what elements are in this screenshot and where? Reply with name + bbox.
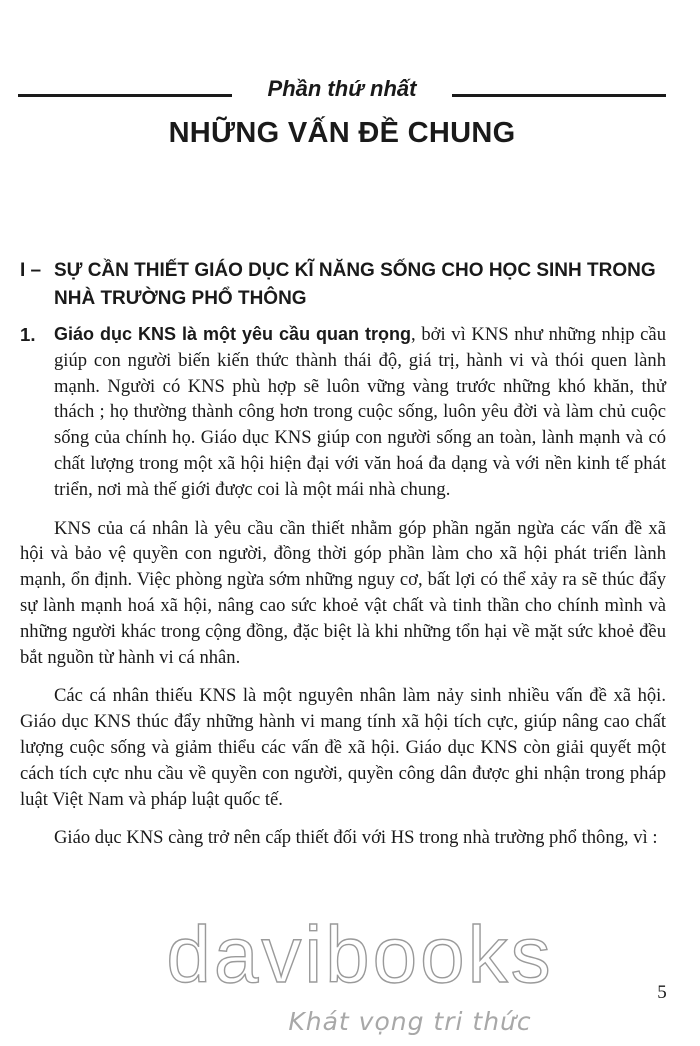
paragraph-4: Giáo dục KNS càng trở nên cấp thiết đối với HS trong nhà trường phổ thông, vì :: [54, 827, 658, 849]
section-heading-text: SỰ CẦN THIẾT GIÁO DỤC KĨ NĂNG SỐNG CHO HỌC SINH TRONG NHÀ TRƯỜNG PHỔ THÔNG: [54, 260, 656, 309]
chapter-title: NHỮNG VẤN ĐỀ CHUNG: [168, 117, 516, 149]
header-rule-left: [18, 94, 232, 97]
part-label: Phần thứ nhất: [267, 76, 417, 101]
paragraph-1-text: , bởi vì KNS như những nhịp cầu giúp con người biến kiến thức thành thái độ, giá trị, hành vi và thói quen lành mạnh. Người có KNS phù hợp sẽ luôn vững vàng trước những khó khăn, thử thách ; họ thường thành công hơn trong cuộc sống, luôn yêu đời và làm chủ cuộc sống của chính họ. Giáo dục KNS giúp con người sống an toàn, lành mạnh và có chất lượng trong một xã hội hiện đại với văn hoá đa dạng và với nền kinh tế phát triển, nơi mà thế giới được coi là một mái nhà chung.: [54, 324, 666, 500]
item-lead: Giáo dục KNS là một yêu cầu quan trọng: [54, 324, 412, 344]
watermark-slogan: Khát vọng tri thức: [288, 1007, 532, 1036]
paragraph-1: [20, 322, 666, 503]
paragraph-2: KNS của cá nhân là yêu cầu cần thiết nhằm góp phần ngăn ngừa các vấn đề xã hội và bảo vệ quyền con người, đồng thời góp phần làm cho xã hội phát triển lành mạnh, ổn định. Việc phòng ngừa sớm những nguy cơ, bất lợi có thể xảy ra sẽ thúc đẩy sự lành mạnh hoá xã hội, nâng cao sức khoẻ vật chất và tinh thần cho chính mình và những người khác trong cộng đồng, đặc biệt là khi những tổn hại về mặt sức khoẻ đều bắt nguồn từ hành vi cá nhân.: [20, 517, 666, 668]
header-rule-right: [452, 94, 666, 97]
body-text: [20, 322, 666, 864]
page-number: 5: [657, 982, 667, 1003]
watermark-brand: davibooks: [166, 910, 554, 999]
paragraph-3: Các cá nhân thiếu KNS là một nguyên nhân làm nảy sinh nhiều vấn đề xã hội. Giáo dục KNS thúc đẩy những hành vi mang tính xã hội tích cực, giúp nâng cao chất lượng cuộc sống và giảm thiểu các vấn đề xã hội. Giáo dục KNS còn giải quyết một cách tích cực nhu cầu về quyền con người, quyền công dân được ghi nhận trong pháp luật Việt Nam và pháp luật quốc tế.: [20, 685, 666, 810]
section-number: I –: [20, 260, 42, 281]
item-number: 1.: [20, 324, 36, 345]
section-heading: [20, 257, 660, 313]
part-header: [18, 74, 666, 106]
